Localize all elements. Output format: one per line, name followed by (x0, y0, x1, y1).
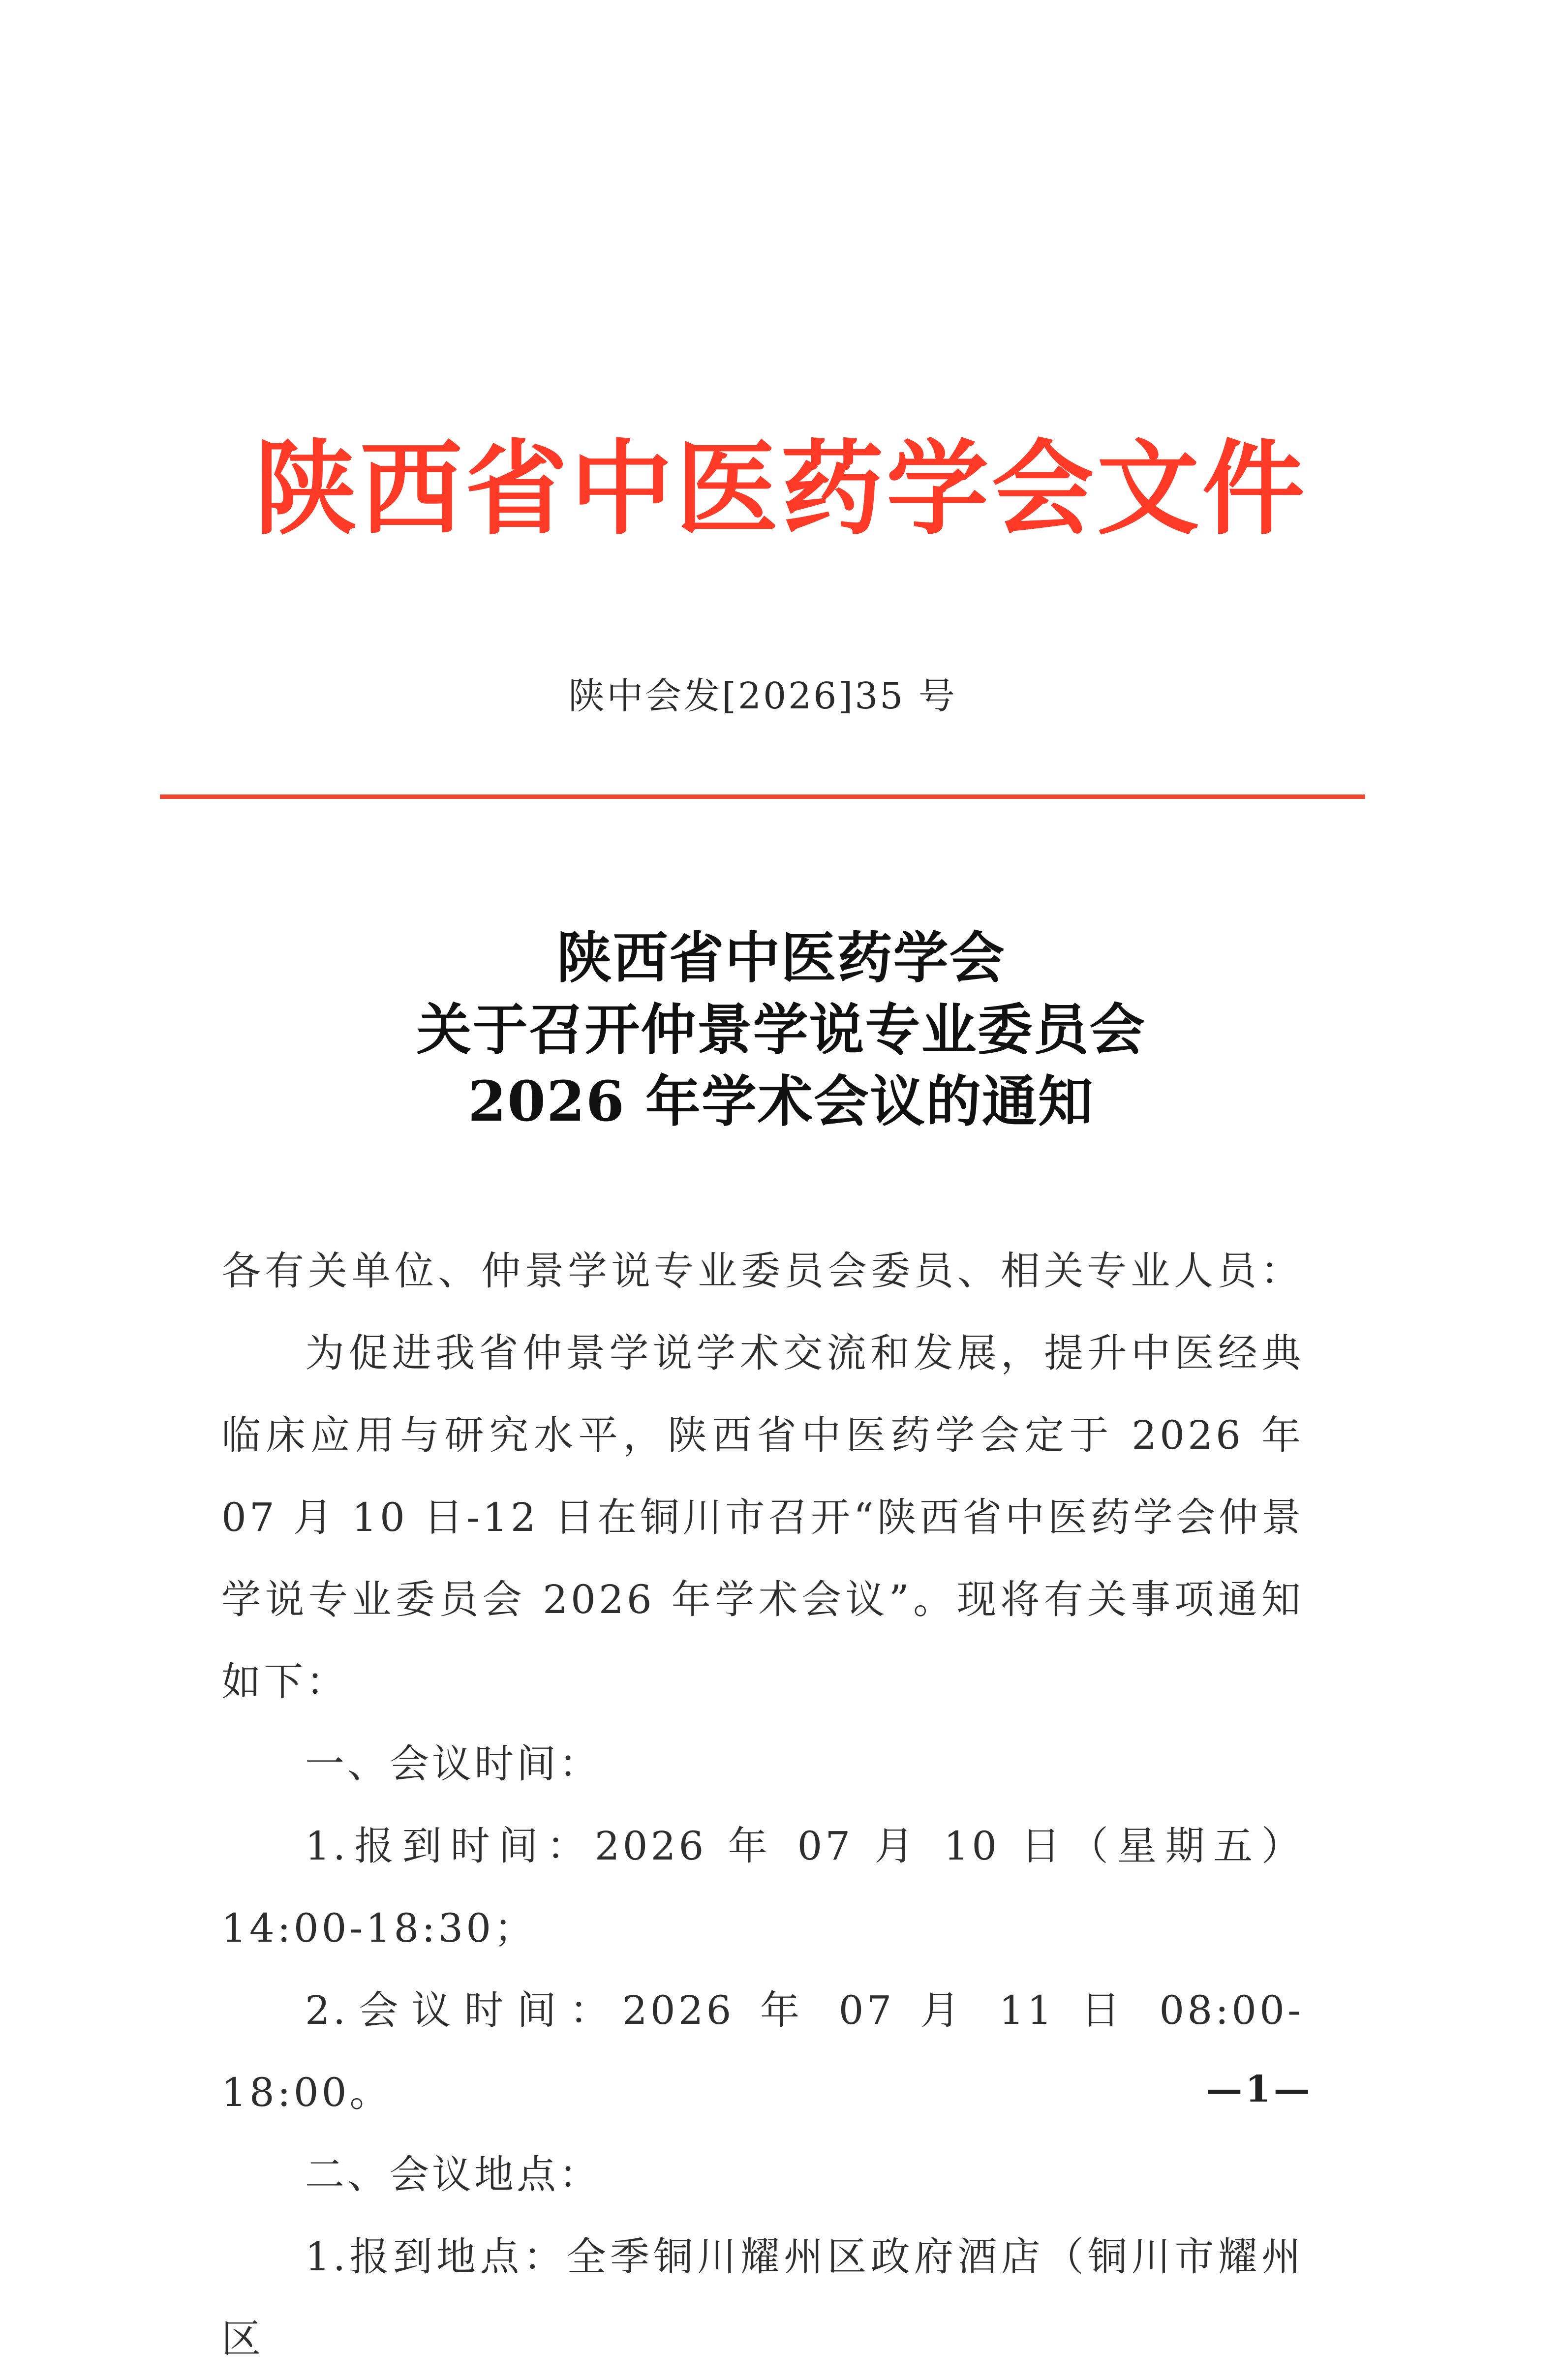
notice-title-line-1: 陕西省中医药学会 (556, 926, 1006, 990)
red-divider-line (160, 794, 1365, 799)
section-2-item-1: 1.报到地点：全季铜川耀州区政府酒店（铜川市耀州区 (221, 2234, 1304, 2362)
notice-title (0, 922, 1562, 1138)
section-1-heading: 一、会议时间： (305, 1741, 601, 1787)
notice-body (221, 1230, 1304, 2380)
notice-title-line-2: 关于召开仲景学说专业委员会 (416, 998, 1146, 1062)
document-number: 陕中会发[2026]35 号 (568, 675, 957, 717)
intro-paragraph: 为促进我省仲景学说学术交流和发展，提升中医经典临床应用与研究水平，陕西省中医药学会定于 2026 年 07 月 10 日-12 日在铜川市召开“陕西省中医药学会仲景学说专业委员会 2026 年学术会议”。现将有关事项通知如下： (221, 1330, 1304, 1705)
page-number: —1— (1206, 2068, 1313, 2110)
issuer-header-title: 陕西省中医药学会文件 (254, 429, 1308, 549)
section-1-item-1: 1.报到时间：2026 年 07 月 10 日（星期五）14:00-18:30； (221, 1823, 1304, 1951)
salutation: 各有关单位、仲景学说专业委员会委员、相关专业人员： (221, 1248, 1304, 1294)
notice-title-line-3: 2026 年学术会议的通知 (468, 1069, 1094, 1134)
section-2-heading: 二、会议地点： (305, 2152, 601, 2197)
section-1-item-2: 2.会议时间：2026 年 07 月 11 日 08:00-18:00。 (221, 1987, 1304, 2115)
